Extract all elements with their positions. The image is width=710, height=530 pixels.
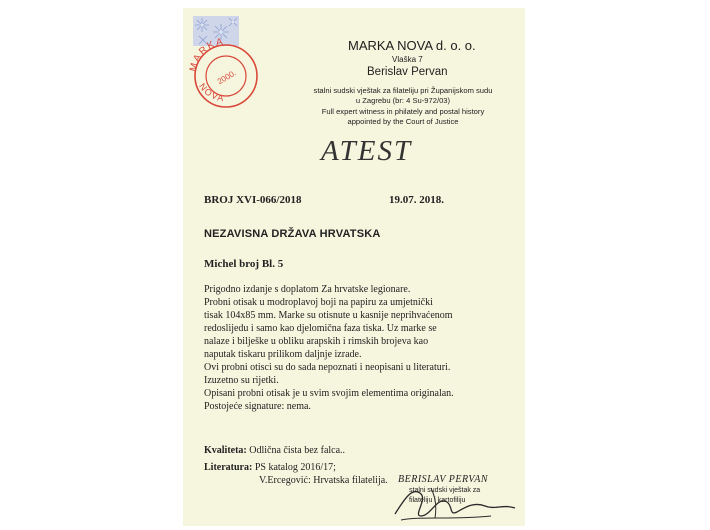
svg-text:MARKA xyxy=(188,36,225,72)
company-name: MARKA NOVA d. o. o. xyxy=(348,38,476,53)
signer-name: BERISLAV PERVAN xyxy=(398,474,489,485)
quality-value: Odlična čista bez falca.. xyxy=(249,445,346,456)
body-line: nalaze i bilješke u obliku arapskih i rimskih brojeva kao xyxy=(204,336,429,347)
body-line: Probni otisak u modroplavoj boji na papiru za umjetnički xyxy=(204,297,433,308)
body-line: Izuzetno su rijetki. xyxy=(204,375,279,386)
michel-number: Michel broj Bl. 5 xyxy=(204,258,284,270)
quality-label: Kvaliteta: xyxy=(204,445,247,456)
description-body xyxy=(204,283,454,413)
body-line: Postojeće signature: nema. xyxy=(204,401,311,412)
expert-name: Berislav Pervan xyxy=(367,66,448,78)
body-line: Prigodno izdanje s doplatom Za hrvatske legionare. xyxy=(204,284,411,295)
body-line: Ovi probni otisci su do sada nepoznati i neopisani u literaturi. xyxy=(204,362,451,373)
body-line: Opisani probni otisak je u svim svojim elementima originalan. xyxy=(204,388,454,399)
reference-date: 19.07. 2018. xyxy=(389,194,444,206)
body-line: redoslijedu i samo kao djelomična faza tiska. Uz marke se xyxy=(204,323,437,334)
signer-title-line: stalni sudski vještak za xyxy=(409,487,481,494)
literature-value: PS katalog 2016/17; xyxy=(254,462,336,473)
state-heading: NEZAVISNA DRŽAVA HRVATSKA xyxy=(204,228,381,240)
literature-label: Literatura: xyxy=(204,462,253,473)
stamp-year: 2000. xyxy=(215,68,238,87)
company-stamp xyxy=(183,8,273,113)
quality-row xyxy=(204,445,345,456)
reference-number: BROJ XVI-066/2018 xyxy=(204,194,302,206)
header-line: stalni sudski vještak za filateliju pri Županijskom sudu xyxy=(313,86,493,95)
header-line: appointed by the Court of Justice xyxy=(347,117,459,126)
literature-value-2: V.Ercegović: Hrvatska filatelija. xyxy=(259,475,388,486)
company-street: Vlaška 7 xyxy=(392,55,423,64)
literature-row xyxy=(204,462,336,473)
certificate xyxy=(183,8,525,526)
header-line: u Zagrebu (br: 4 Su-972/03) xyxy=(355,96,451,105)
signer-title-line: filateliju i kartofiliju xyxy=(409,497,466,504)
body-line: tisak 104x85 mm. Marke su otisnute u kasnije neprihvaćenom xyxy=(204,310,453,321)
certificate-title: ATEST xyxy=(321,135,413,167)
stamp-bottom-text: NOVA xyxy=(197,81,226,104)
header-line: Full expert witness in philately and postal history xyxy=(321,107,485,116)
body-line: naputak tiskaru prilikom daljnje izrade. xyxy=(204,349,362,360)
stamp-top-text: MARKA xyxy=(187,36,226,73)
